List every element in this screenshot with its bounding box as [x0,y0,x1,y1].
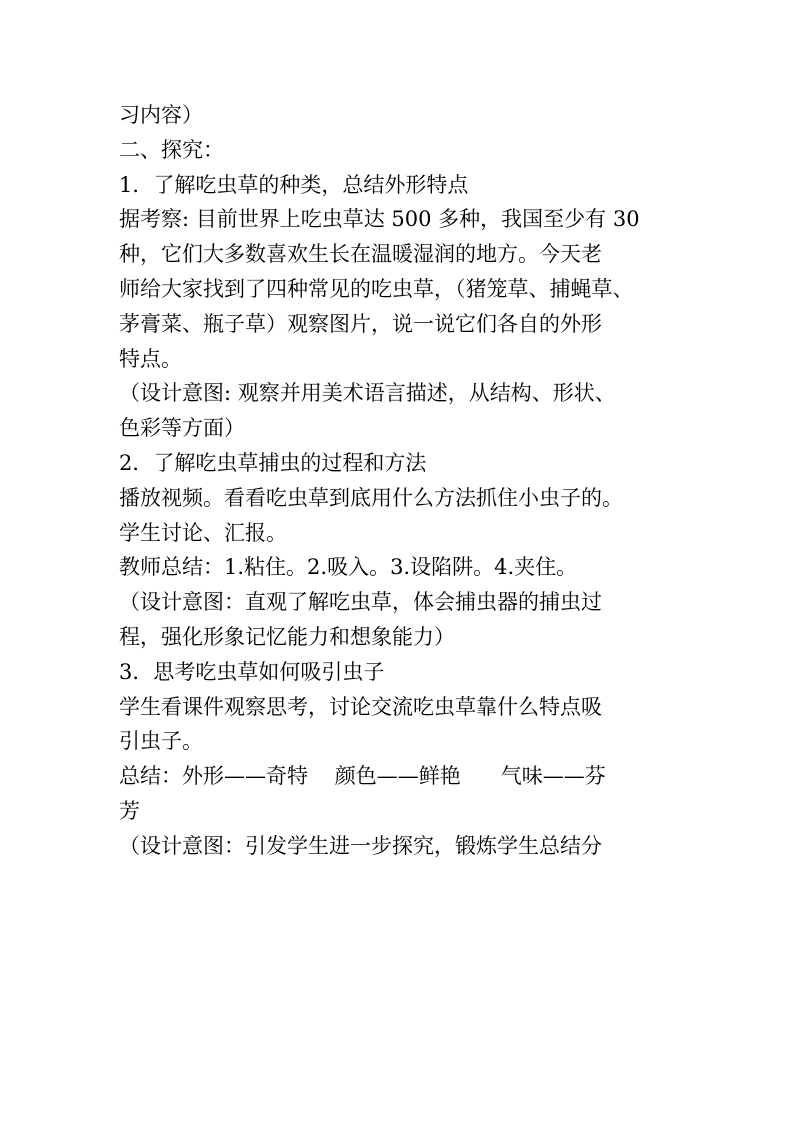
text-line: 学生看课件观察思考，讨论交流吃虫草靠什么特点吸 [119,694,602,719]
text-line: 引虫子。 [119,729,203,754]
text-line: 教师总结：1.粘住。2.吸入。3.设陷阱。4.夹住。 [119,555,578,580]
text-line: 习内容） [119,103,203,127]
text-line: 据考察: 目前世界上吃虫草达 500 多种，我国至少有 30 [119,207,640,232]
text-line: 茅膏菜、瓶子草）观察图片，说一说它们各自的外形 [119,311,602,336]
design-intent-note: 色彩等方面） [119,416,245,441]
text-line: 种，它们大多数喜欢生长在温暖湿润的地方。今天老 [119,242,602,267]
subsection-heading: 3．思考吃虫草如何吸引虫子 [119,659,385,684]
subsection-heading: 2．了解吃虫草捕虫的过程和方法 [119,450,427,475]
text-line: 总结：外形——奇特 颜色——鲜艳 气味——芬 [119,764,606,789]
document-body [119,98,679,864]
text-line: 特点。 [119,346,182,371]
text-line: 学生讨论、汇报。 [119,520,287,545]
design-intent-note: （设计意图：直观了解吃虫草，体会捕虫器的捕虫过 [119,590,602,615]
design-intent-note: （设计意图：引发学生进一步探究，锻炼学生总结分 [119,833,602,858]
text-line: 芳 [119,798,140,823]
design-intent-note: 程，强化形象记忆能力和想象能力） [119,624,455,649]
section-heading: 二、探究： [119,137,224,162]
design-intent-note: （设计意图: 观察并用美术语言描述，从结构、形状、 [119,381,616,406]
text-line: 师给大家找到了四种常见的吃虫草，（猪笼草、捕蝇草、 [119,276,634,301]
text-line: 播放视频。看看吃虫草到底用什么方法抓住小虫子的。 [119,485,623,510]
subsection-heading: 1．了解吃虫草的种类，总结外形特点 [119,172,469,197]
